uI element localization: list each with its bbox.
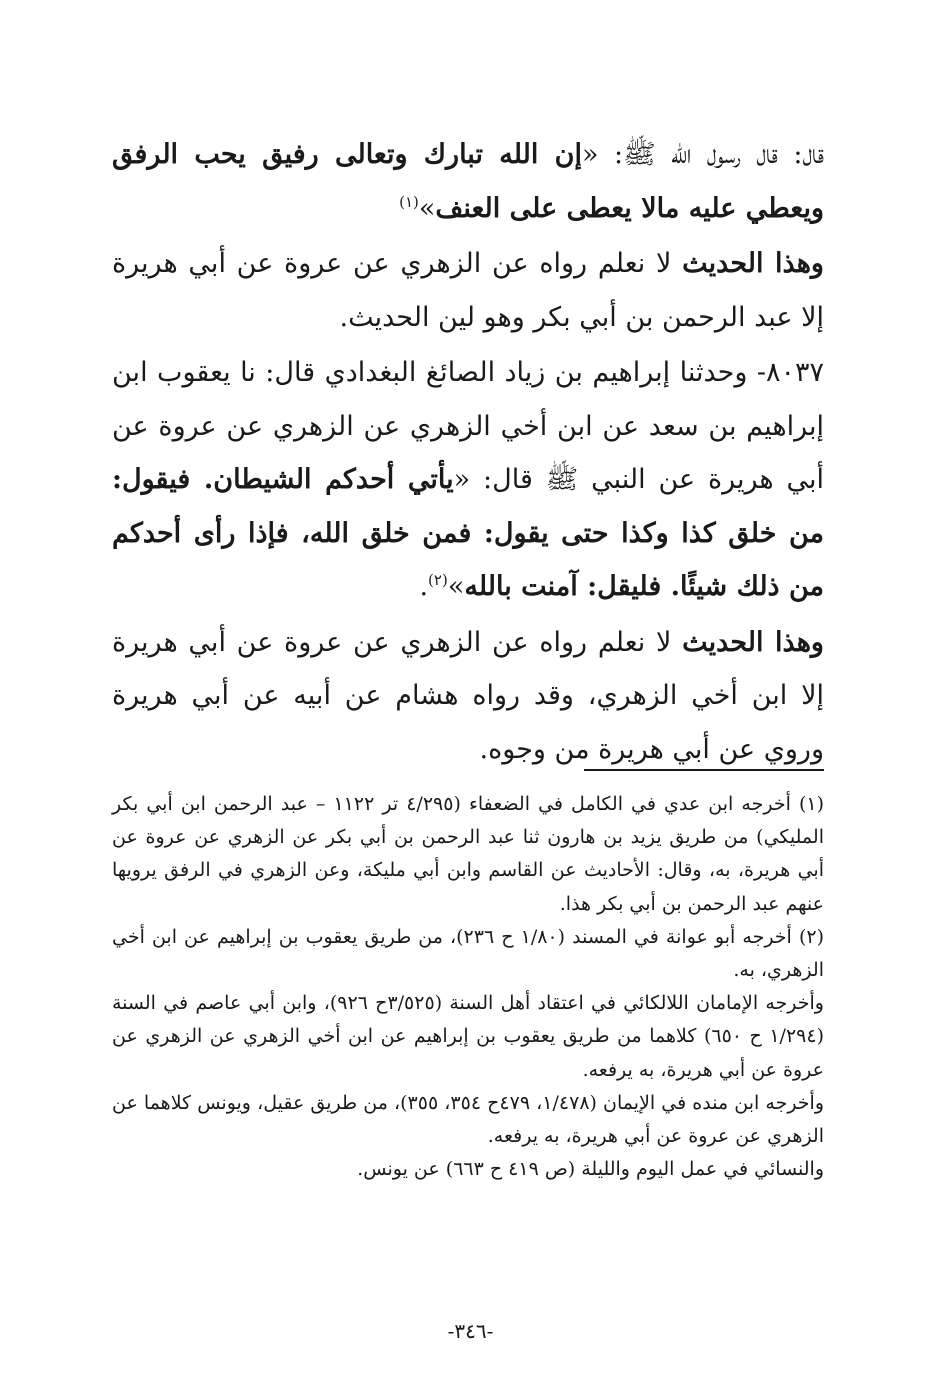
footnote-number: (١) (798, 793, 824, 815)
comment-lead: وهذا الحديث (682, 248, 824, 279)
footnote-text: أخرجه ابن عدي في الكامل في الضعفاء (٤/٢٩٥ تر ١١٢٢ – عبد الرحمن ابن أبي بكر المليكي) من طريق يزيد بن هارون ثنا عبد الرحمن بن أبي بكر عن الزهري عن عروة عن أبي هريرة، به، وقال: الأحاديث عن القاسم وابن أبي مليكة، وعن الزهري في الرفق يرويها عنهم عبد الرحمن بن أبي بكر هذا. (112, 793, 824, 915)
footnote-2-continuation: وأخرجه الإمامان اللالكائي في اعتقاد أهل السنة (٣/٥٢٥ح ٩٢٦)، وابن أبي عاصم في السنة (١/٢٩٤ ح ٦٥٠) كلاهما من طريق يعقوب بن إبراهيم عن ابن أخي الزهري عن الزهري عن عروة عن أبي هريرة، به يرفعه. (112, 992, 824, 1081)
hadith-text: يأتي أحدكم الشيطان. فيقول: من خلق كذا وكذا حتى يقول: فمن خلق الله، فإذا رأى أحدكم من ذلك شيئًا. فليقل: آمنت بالله (112, 464, 824, 602)
footnote-number: (٢) (798, 925, 824, 948)
footnote-ref-2[interactable]: (٢) (428, 571, 448, 589)
closing-quote: » (418, 192, 436, 224)
comment-text: لا نعلم رواه عن الزهري عن عروة عن أبي هريرة إلا ابن أخي الزهري، وقد رواه هشام عن أبيه عن أبي هريرة وروي عن أبي هريرة من وجوه. (112, 626, 824, 765)
footnote-1 (112, 788, 824, 921)
comment-text: لا نعلم رواه عن الزهري عن عروة عن أبي هريرة إلا عبد الرحمن بن أبي بكر وهو لين الحديث. (112, 248, 824, 333)
hadith-text: إن الله تبارك وتعالى رفيق يحب الرفق ويعطي عليه مالا يعطى على العنف (112, 139, 824, 224)
paragraph-hadith-8036 (112, 128, 824, 235)
footnote-text: أخرجه أبو عوانة في المسند (١/٨٠ ح ٢٣٦)، من طريق يعقوب بن إبراهيم عن ابن أخي الزهري، به. (112, 925, 824, 982)
hadith-intro: قال: قال رسول الله ﷺ: « (582, 139, 824, 170)
comment-lead: وهذا الحديث (682, 626, 824, 658)
paragraph-hadith-8037 (112, 346, 824, 614)
main-text (112, 128, 824, 776)
page-number: -٣٤٦- (447, 1319, 494, 1343)
sentence-end: . (419, 571, 429, 602)
footnote-ref-1[interactable]: (١) (399, 192, 419, 211)
footnote-2-continuation: وأخرجه ابن منده في الإيمان (١/٤٧٨، ٤٧٩ح ٣٥٤، ٣٥٥)، من طريق عقيل، ويونس كلاهما عن الزهري عن عروة عن أبي هريرة، به يرفعه. (112, 1091, 825, 1148)
paragraph-comment-2 (112, 616, 824, 777)
footnotes (112, 788, 824, 1186)
footnote-separator (584, 769, 824, 771)
closing-quote: » (447, 571, 465, 602)
paragraph-comment-1 (112, 237, 824, 344)
isnad-text: ٨٠٣٧- وحدثنا إبراهيم بن زياد الصائغ البغدادي قال: نا يعقوب ابن إبراهيم بن سعد عن ابن أخي الزهري عن الزهري عن عروة عن أبي هريرة عن النبي ﷺ قال: « (112, 357, 824, 495)
footnote-2-continuation: والنسائي في عمل اليوم والليلة (ص ٤١٩ ح ٦٦٣) عن يونس. (357, 1158, 824, 1181)
footnote-2 (112, 921, 824, 987)
